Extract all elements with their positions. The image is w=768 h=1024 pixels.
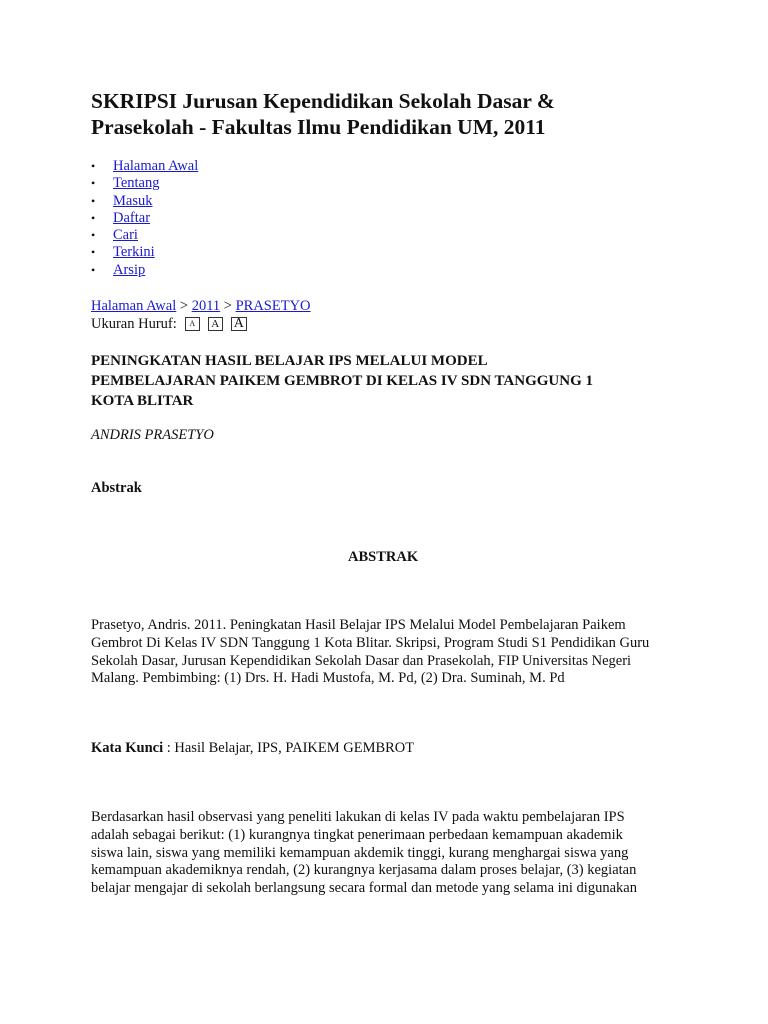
article-author: ANDRIS PRASETYO	[91, 427, 214, 443]
keywords-label: Kata Kunci	[91, 740, 164, 756]
bullet-icon: •	[91, 176, 96, 191]
reference-line: Gembrot Di Kelas IV SDN Tanggung 1 Kota Blitar. Skripsi, Program Studi S1 Pendidikan Guru	[91, 634, 650, 651]
nav-link-recent[interactable]: Terkini	[113, 244, 155, 261]
body-line: belajar mengajar di sekolah berlangsung secara formal dan metode yang selama ini digunakan	[91, 880, 637, 897]
nav-link-archive[interactable]: Arsip	[113, 261, 146, 278]
nav-item-archive	[91, 261, 198, 279]
body-line: Berdasarkan hasil observasi yang peneliti lakukan di kelas IV pada waktu pembelajaran IPS	[91, 809, 625, 825]
breadcrumb	[91, 297, 311, 315]
body-line: siswa lain, siswa yang memiliki kemampuan akdemik tinggi, kurang menghargai siswa yang	[91, 844, 629, 861]
nav-item-login	[91, 192, 198, 210]
font-size-control	[91, 315, 247, 333]
nav-link-login[interactable]: Masuk	[113, 192, 153, 209]
bullet-icon: •	[91, 245, 96, 260]
nav-item-home	[91, 158, 199, 175]
reference-line: Sekolah Dasar, Jurusan Kependidikan Sekolah Dasar dan Prasekolah, FIP Universitas Negeri	[91, 652, 632, 669]
keywords-paragraph	[91, 740, 681, 758]
body-line: kemampuan akademiknya rendah, (2) kurangnya kerjasama dalam proses belajar, (3) kegiatan	[91, 862, 637, 879]
site-title-line-2: Prasekolah - Fakultas Ilmu Pendidikan UM, 2011	[91, 115, 546, 139]
bullet-icon: •	[91, 228, 96, 243]
main-nav	[91, 158, 199, 279]
nav-item-search	[91, 227, 198, 244]
nav-link-about[interactable]: Tentang	[113, 175, 160, 192]
breadcrumb-separator: >	[220, 298, 236, 314]
nav-link-register[interactable]: Daftar	[113, 209, 151, 226]
breadcrumb-home-link[interactable]: Halaman Awal	[91, 298, 177, 314]
nav-item-recent	[91, 244, 198, 261]
abstract-label: Abstrak	[91, 480, 142, 496]
site-title-line-1: SKRIPSI Jurusan Kependidikan Sekolah Dasar &	[91, 89, 555, 113]
keywords-text: : Hasil Belajar, IPS, PAIKEM GEMBROT	[163, 740, 415, 756]
article-title-line-1: PENINGKATAN HASIL BELAJAR IPS MELALUI MODEL	[91, 353, 488, 369]
breadcrumb-separator: >	[176, 298, 192, 314]
reference-paragraph	[91, 617, 681, 688]
font-size-label: Ukuran Huruf:	[91, 316, 177, 332]
font-size-medium-button[interactable]: A	[208, 317, 223, 331]
page-content	[91, 88, 691, 897]
bullet-icon: •	[91, 193, 96, 208]
reference-line: Prasetyo, Andris. 2011. Peningkatan Hasil Belajar IPS Melalui Model Pembelajaran Paikem	[91, 617, 626, 633]
abstract-heading: ABSTRAK	[348, 549, 419, 565]
site-title	[91, 88, 691, 140]
article-title-line-2: PEMBELAJARAN PAIKEM GEMBROT DI KELAS IV SDN TANGGUNG 1	[91, 373, 594, 389]
nav-item-register	[91, 209, 198, 227]
reference-line: Malang. Pembimbing: (1) Drs. H. Hadi Mustofa, M. Pd, (2) Dra. Suminah, M. Pd	[91, 670, 565, 687]
body-paragraph	[91, 809, 681, 898]
nav-link-home[interactable]: Halaman Awal	[113, 158, 199, 174]
body-line: adalah sebagai berikut: (1) kurangnya tingkat penerimaan perbedaan kemampuan akademik	[91, 826, 623, 843]
nav-item-about	[91, 175, 198, 192]
nav-link-search[interactable]: Cari	[113, 227, 138, 244]
article-title	[91, 351, 691, 411]
article-title-line-3: KOTA BLITAR	[91, 393, 194, 409]
bullet-icon: •	[91, 159, 96, 173]
breadcrumb-year-link[interactable]: 2011	[191, 298, 221, 314]
font-size-small-button[interactable]: A	[185, 317, 200, 331]
bullet-icon: •	[91, 262, 96, 277]
font-size-large-button[interactable]: A	[231, 317, 247, 331]
breadcrumb-current-link[interactable]: PRASETYO	[235, 298, 311, 314]
bullet-icon: •	[91, 210, 96, 225]
